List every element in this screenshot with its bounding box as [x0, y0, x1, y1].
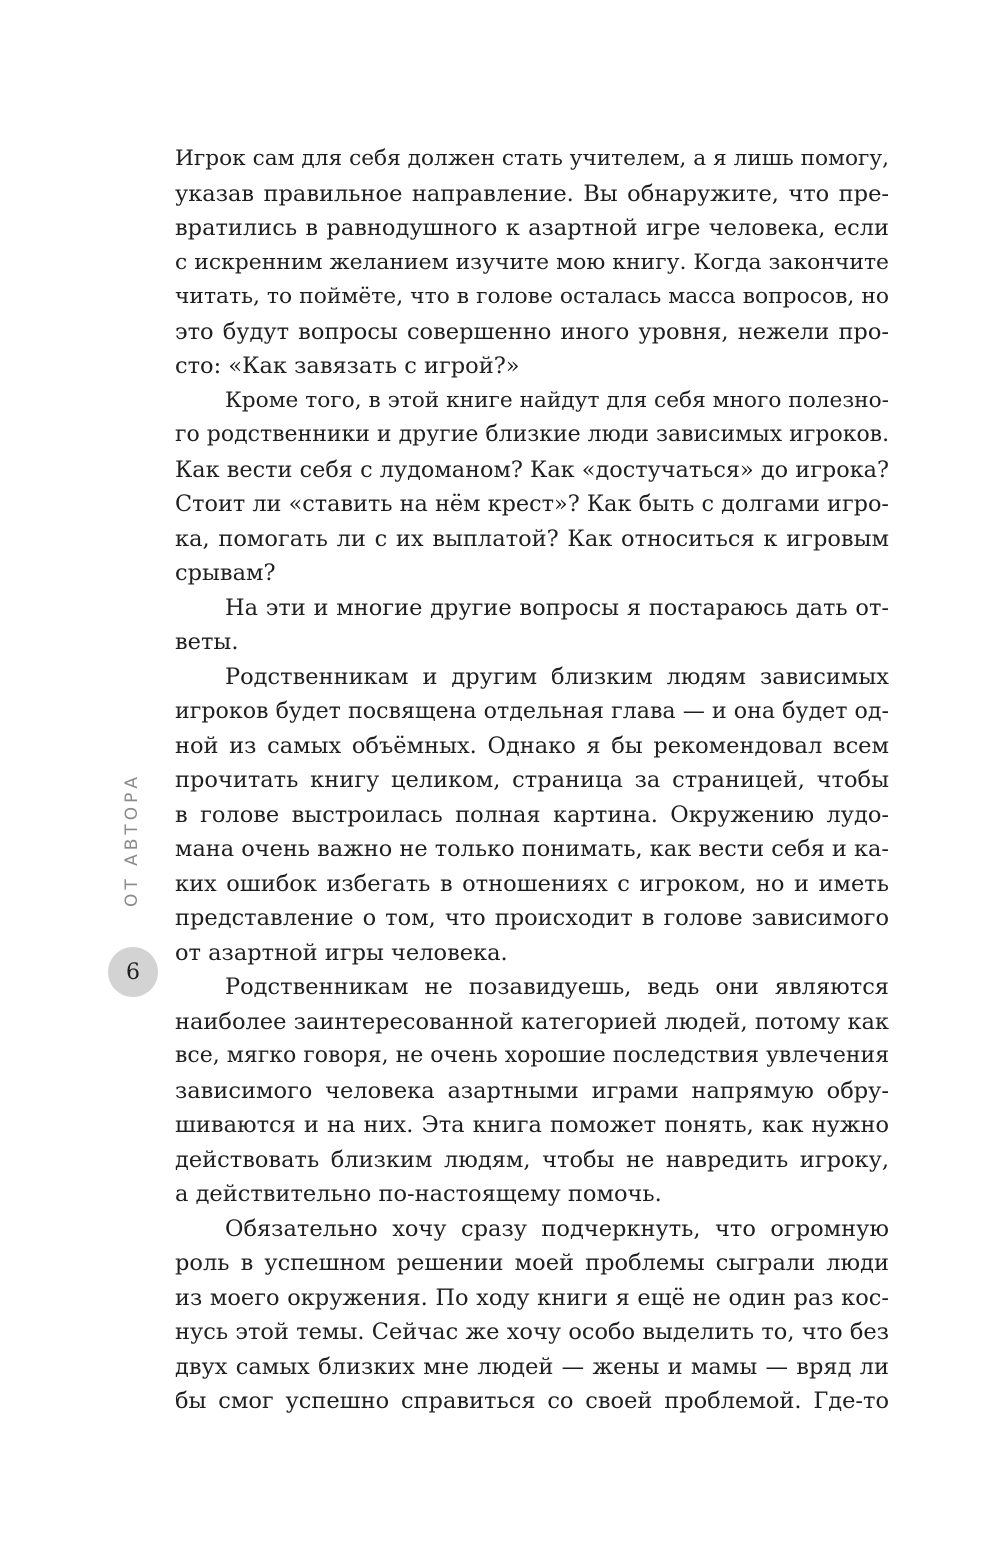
text-line: шиваются и на них. Эта книга поможет понять, как нужно	[175, 1112, 889, 1138]
page-number: 6	[126, 959, 140, 985]
text-line: ка, помогать ли с их выплатой? Как относиться к игровым	[175, 525, 889, 552]
paragraph	[175, 970, 889, 1212]
body-text	[175, 142, 889, 1419]
section-label-text: ОТ АВТОРА	[122, 772, 142, 908]
text-line: это будут вопросы совершенно иного уровня, нежели про-	[175, 318, 889, 345]
text-line: ной из самых объёмных. Однако я бы рекомендовал всем	[175, 732, 889, 759]
text-line: Обязательно хочу сразу подчеркнуть, что огромную	[225, 1215, 889, 1242]
text-line: мана очень важно не только понимать, как вести себя и ка-	[175, 836, 889, 862]
text-line: игроков будет посвящена отдельная глава — и она будет од-	[175, 698, 889, 724]
text-line: от азартной игры человека.	[175, 939, 508, 966]
text-line: Родственникам и другим близким людям зависимых	[225, 663, 889, 690]
text-line: вратились в равнодушного к азартной игре человека, если	[175, 215, 889, 241]
text-line: зависимого человека азартными играми напрямую обру-	[175, 1077, 889, 1104]
paragraph	[175, 1212, 889, 1419]
page-number-badge	[108, 947, 158, 997]
text-line: нусь этой темы. Сейчас же хочу особо выделить то, что без	[175, 1319, 889, 1345]
text-line: Игрок сам для себя должен стать учителем, а я лишь помогу,	[175, 146, 890, 171]
text-line: указав правильное направление. Вы обнаружите, что пре-	[175, 180, 889, 207]
text-line: наиболее заинтересованной категорией людей, потому как	[175, 1008, 889, 1035]
text-line: Как вести себя с лудоманом? Как «достучаться» до игрока?	[175, 456, 889, 483]
text-line: На эти и многие другие вопросы я постараюсь дать от-	[225, 594, 889, 621]
paragraph	[175, 142, 889, 384]
text-line: читать, то поймёте, что в голове осталась масса вопросов, но	[175, 284, 889, 309]
text-line: веты.	[175, 629, 239, 655]
text-line: ких ошибок избегать в отношениях с игроком, но и иметь	[175, 870, 889, 897]
text-line: прочитать книгу целиком, страница за страницей, чтобы	[175, 767, 889, 793]
text-line: с искренним желанием изучите мою книгу. Когда закончите	[175, 249, 889, 275]
text-line: Стоит ли «ставить на нём крест»? Как быть с долгами игро-	[175, 491, 889, 517]
text-line: Кроме того, в этой книге найдут для себя много полезно-	[225, 387, 889, 413]
text-line: го родственники и другие близкие люди зависимых игроков.	[175, 422, 890, 447]
paragraph	[175, 384, 889, 591]
text-line: двух самых близких мне людей — жены и мамы — вряд ли	[175, 1353, 889, 1380]
text-line: все, мягко говоря, не очень хорошие последствия увлечения	[175, 1043, 890, 1068]
text-line: действовать близким людям, чтобы не навредить игроку,	[175, 1146, 889, 1173]
text-line: в голове выстроилась полная картина. Окружению лудо-	[175, 801, 889, 828]
paragraph	[175, 660, 889, 971]
running-section-label	[112, 770, 152, 910]
text-line: из моего окружения. По ходу книги я ещё не один раз кос-	[175, 1284, 889, 1311]
text-line: сто: «Как завязать с игрой?»	[175, 353, 520, 379]
text-line: представление о том, что происходит в голове зависимого	[175, 905, 889, 931]
text-line: срывам?	[175, 560, 276, 586]
text-line: Родственникам не позавидуешь, ведь они являются	[225, 974, 889, 1000]
text-line: бы смог успешно справиться со своей проблемой. Где-то	[175, 1388, 889, 1414]
paragraph	[175, 591, 889, 660]
text-line: а действительно по-настоящему помочь.	[175, 1181, 662, 1207]
text-line: роль в успешном решении моей проблемы сыграли люди	[175, 1250, 889, 1276]
